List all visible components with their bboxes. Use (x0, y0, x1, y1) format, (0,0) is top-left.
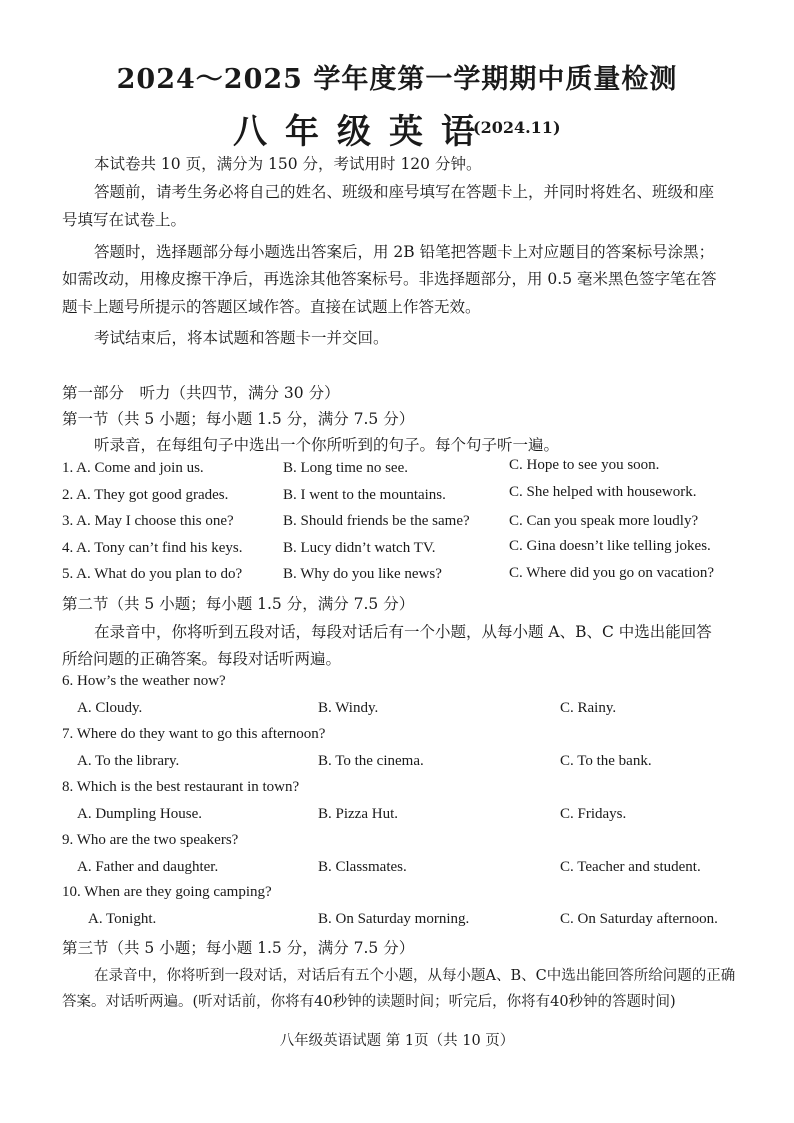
option-b: B. Why do you like news? (283, 566, 442, 582)
exam-subtitle: 八年级英语 (233, 112, 493, 152)
option-c: C. Rainy. (560, 700, 617, 716)
option-b: B. Long time no see. (283, 460, 408, 476)
section-direction: 在录音中，你将听到五段对话，每段对话后有一个小题，从每小题 A、B、C 中选出能回答 (94, 623, 712, 641)
question-stem: 7. Where do they want to go this afternoon? (62, 726, 326, 742)
option-b: B. I went to the mountains. (283, 487, 446, 503)
exam-date: (2024.11) (473, 118, 561, 137)
option-a: 2. A. They got good grades. (62, 487, 229, 503)
instruction-line: 本试卷共 10 页，满分为 150 分，考试用时 120 分钟。 (94, 155, 482, 173)
section-direction: 听录音，在每组句子中选出一个你所听到的句子。每个句子听一遍。 (94, 436, 560, 454)
instruction-line: 考试结束后，将本试题和答题卡一并交回。 (94, 329, 389, 347)
option-b: B. On Saturday morning. (318, 911, 470, 927)
option-c: C. To the bank. (560, 753, 652, 769)
option-a: 4. A. Tony can’t find his keys. (62, 540, 243, 556)
option-a: A. Dumpling House. (77, 806, 202, 822)
option-b: B. Windy. (318, 700, 379, 716)
instruction-line: 号填写在试卷上。 (62, 211, 187, 229)
part-heading: 第一部分 听力（共四节，满分 30 分） (62, 384, 340, 402)
option-a: 5. A. What do you plan to do? (62, 566, 243, 582)
option-c: C. Can you speak more loudly? (509, 513, 699, 529)
section-heading: 第一节（共 5 小题；每小题 1.5 分，满分 7.5 分） (62, 410, 415, 428)
page-footer: 八年级英语试题 第 1页（共 10 页） (279, 1033, 515, 1049)
option-b: B. To the cinema. (318, 753, 424, 769)
option-b: B. Classmates. (318, 859, 407, 875)
instruction-line: 答题前，请考生务必将自己的姓名、班级和座号填写在答题卡上，并同时将姓名、班级和座 (94, 183, 715, 201)
option-a: A. Tonight. (88, 911, 157, 927)
section-heading: 第三节（共 5 小题；每小题 1.5 分，满分 7.5 分） (62, 939, 415, 957)
question-stem: 9. Who are the two speakers? (62, 832, 239, 848)
instruction-line: 答题时，选择题部分每小题选出答案后，用 2B 铅笔把答题卡上对应题目的答案标号涂黑； (94, 243, 715, 261)
option-c: C. On Saturday afternoon. (560, 911, 718, 927)
option-c: C. Fridays. (560, 806, 627, 822)
option-a: A. Father and daughter. (77, 859, 219, 875)
section-heading: 第二节（共 5 小题；每小题 1.5 分，满分 7.5 分） (62, 595, 415, 613)
option-b: B. Should friends be the same? (283, 513, 470, 529)
question-stem: 8. Which is the best restaurant in town? (62, 779, 300, 795)
section-direction: 所给问题的正确答案。每段对话听两遍。 (62, 650, 342, 668)
question-stem: 6. How’s the weather now? (62, 673, 226, 689)
section-direction: 答案。对话听两遍。(听对话前，你将有40秒钟的读题时间；听完后，你将有40秒钟的答题时间) (62, 994, 676, 1010)
option-a: 1. A. Come and join us. (62, 460, 204, 476)
option-a: 3. A. May I choose this one? (62, 513, 234, 529)
option-c: C. Where did you go on vacation? (509, 565, 715, 581)
option-c: C. Teacher and student. (560, 859, 701, 875)
option-c: C. She helped with housework. (509, 484, 697, 500)
option-b: B. Pizza Hut. (318, 806, 398, 822)
option-c: C. Hope to see you soon. (509, 457, 660, 473)
option-b: B. Lucy didn’t watch TV. (283, 540, 436, 556)
option-c: C. Gina doesn’t like telling jokes. (509, 538, 711, 554)
option-a: A. To the library. (77, 753, 180, 769)
option-a: A. Cloudy. (77, 700, 143, 716)
exam-title: 2024～2025 学年度第一学期期中质量检测 (116, 64, 678, 95)
section-direction: 在录音中，你将听到一段对话，对话后有五个小题，从每小题A、B、C中选出能回答所给问题的正确 (94, 968, 736, 984)
question-stem: 10. When are they going camping? (62, 884, 272, 900)
instruction-line: 如需改动，用橡皮擦干净后，再选涂其他答案标号。非选择题部分，用 0.5 毫米黑色签字笔在答 (62, 270, 717, 288)
instruction-line: 题卡上题号所提示的答题区域作答。直接在试题上作答无效。 (62, 298, 481, 316)
